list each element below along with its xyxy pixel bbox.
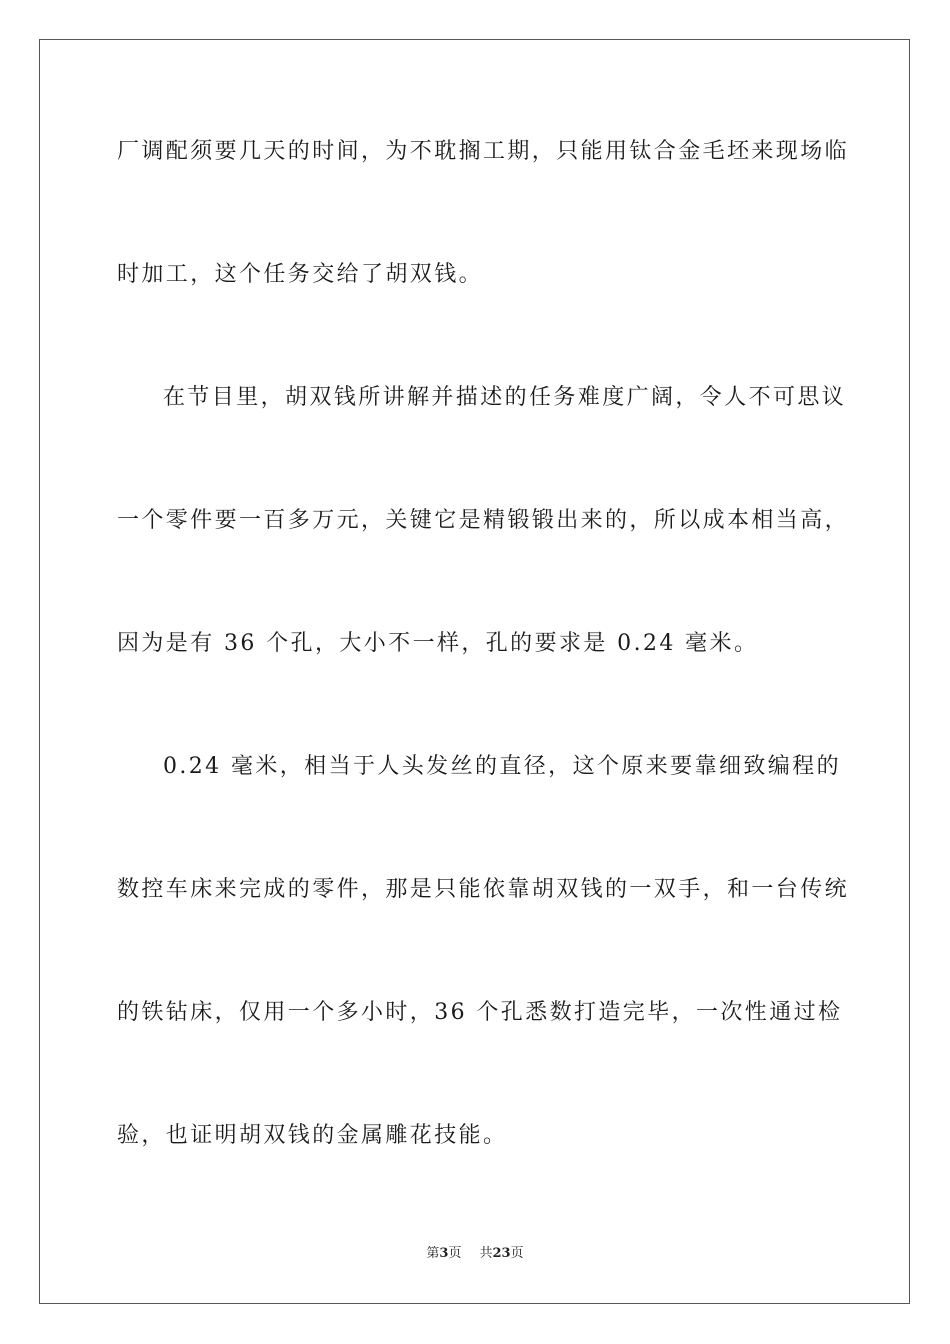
paragraph-line-5: 因为是有 36 个孔，大小不一样，孔的要求是 0.24 毫米。 (117, 631, 759, 656)
paragraph-line-9: 验，也证明胡双钱的金属雕花技能。 (117, 1123, 508, 1148)
total-pages: 23 (492, 1246, 511, 1261)
page-label-suffix: 页 (448, 1246, 462, 1261)
paragraph-line-1: 厂调配须要几天的时间，为不耽搁工期，只能用钛合金毛坯来现场临 (117, 139, 850, 164)
paragraph-line-3: 在节目里，胡双钱所讲解并描述的任务难度广阔，令人不可思议 (163, 385, 847, 410)
page-label-prefix: 第 (426, 1246, 440, 1261)
paragraph-line-2: 时加工，这个任务交给了胡双钱。 (117, 262, 484, 287)
paragraph-line-4: 一个零件要一百多万元，关键它是精锻锻出来的，所以成本相当高， (117, 508, 850, 533)
paragraph-line-6: 0.24 毫米，相当于人头发丝的直径，这个原来要靠细致编程的 (163, 754, 841, 779)
total-label-suffix: 页 (510, 1246, 524, 1261)
paragraph-line-8: 的铁钻床，仅用一个多小时，36 个孔悉数打造完毕，一次性通过检 (117, 1000, 843, 1025)
page-number: 3 (439, 1246, 449, 1261)
paragraph-line-7: 数控车床来完成的零件，那是只能依靠胡双钱的一双手，和一台传统 (117, 877, 850, 902)
page-border (39, 39, 910, 1304)
total-label-prefix: 共 (479, 1246, 493, 1261)
page-footer (0, 1244, 950, 1264)
